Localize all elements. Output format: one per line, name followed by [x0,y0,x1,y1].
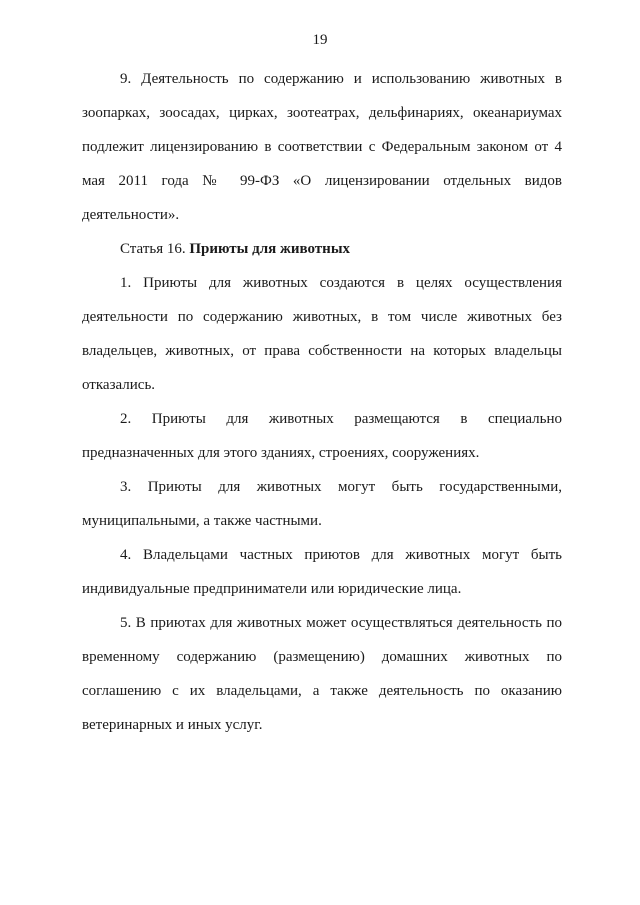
paragraph-item-9: 9. Деятельность по содержанию и использованию животных в зоопарках, зоосадах, цирках, зоотеатрах, дельфинариях, океанариумах подлежит лицензированию в соответствии с Федеральным законом от 4 мая 2011 года № 99-ФЗ «О лицензировании отдельных видов деятельности». [82,71,562,223]
document-body [82,62,562,742]
article-heading [82,232,562,266]
paragraph-item-3: 3. Приюты для животных могут быть государственными, муниципальными, а также частными. [82,479,562,529]
paragraph-item-2: 2. Приюты для животных размещаются в специально предназначенных для этого зданиях, строениях, сооружениях. [82,411,562,461]
page-number: 19 [312,32,328,48]
paragraph-item-4: 4. Владельцами частных приютов для животных могут быть индивидуальные предприниматели или юридические лица. [82,547,562,597]
article-title: Приюты для животных [189,241,351,257]
paragraph-item-1: 1. Приюты для животных создаются в целях осуществления деятельности по содержанию животных, в том числе животных без владельцев, животных, от права собственности на которых владельцы отказались. [82,275,562,393]
article-number: Статья 16. [120,241,190,257]
paragraph-item-5: 5. В приютах для животных может осуществляться деятельность по временному содержанию (размещению) домашних животных по соглашению с их владельцами, а также деятельность по оказанию ветеринарных и иных услуг. [82,615,562,733]
